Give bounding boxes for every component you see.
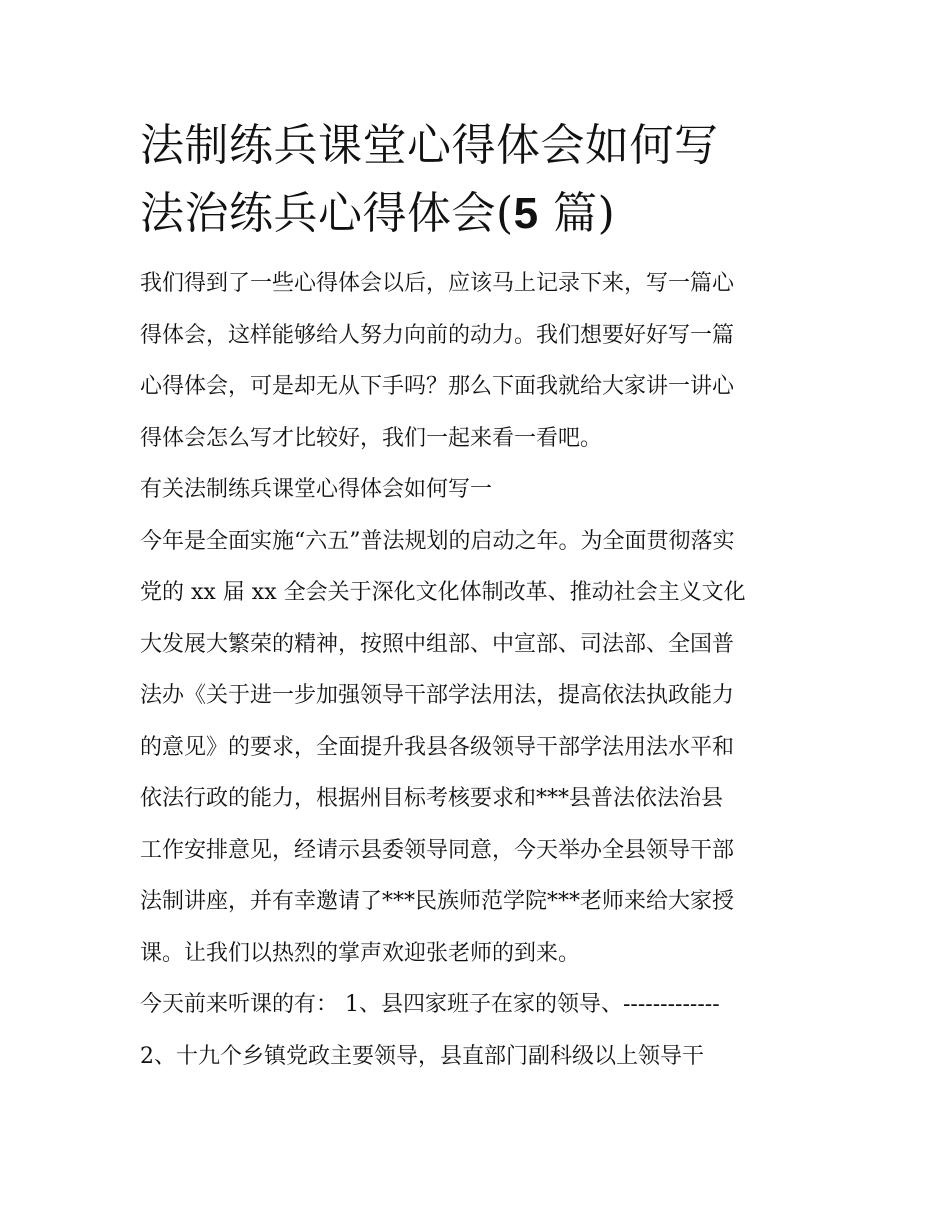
- text-line: 法制讲座，并有幸邀请了***民族师范学院***老师来给大家授: [140, 889, 735, 914]
- text-line: 我们得到了一些心得体会以后，应该马上记录下来，写一篇心: [140, 271, 735, 296]
- text-line: 党的 xx 届 xx 全会关于深化文化体制改革、推动社会主义文化: [140, 580, 746, 605]
- text-line: 大发展大繁荣的精神，按照中组部、中宣部、司法部、全国普: [140, 631, 735, 657]
- body-paragraph: [140, 516, 815, 980]
- title-text: 法制练兵课堂心得体会如何写: [140, 120, 719, 171]
- text-line: 心得体会，可是却无从下手吗？那么下面我就给大家讲一讲心: [140, 374, 735, 399]
- text-line: 工作安排意见，经请示县委领导同意，今天举办全县领导干部: [140, 837, 735, 863]
- title-line-2: [140, 180, 815, 248]
- text-line: 法办《关于进一步加强领导干部学法用法，提高依法执政能力: [140, 683, 735, 708]
- section-heading: [140, 464, 815, 516]
- intro-paragraph: [140, 258, 815, 464]
- title-text: 法治练兵心得体会(: [140, 188, 514, 239]
- text-line: 有关法制练兵课堂心得体会如何写一: [140, 477, 493, 502]
- title-line-1: [140, 112, 815, 180]
- text-line: 依法行政的能力，根据州目标考核要求和***县普法依法治县: [140, 786, 724, 811]
- document-title: [140, 112, 815, 248]
- title-text: 篇): [538, 188, 616, 239]
- text-line: 今天前来听课的有： 1、县四家班子在家的领导、-------------: [140, 992, 720, 1017]
- document-page: [140, 112, 815, 1082]
- attendees-paragraph: [140, 979, 815, 1082]
- text-line: 得体会，这样能够给人努力向前的动力。我们想要好好写一篇: [140, 322, 735, 348]
- text-line: 今年是全面实施“六五”普法规划的启动之年。为全面贯彻落实: [140, 528, 735, 554]
- text-line: 课。让我们以热烈的掌声欢迎张老师的到来。: [140, 940, 581, 966]
- text-line: 的意见》的要求，全面提升我县各级领导干部学法用法水平和: [140, 734, 735, 760]
- text-line: 2、十九个乡镇党政主要领导，县直部门副科级以上领导干: [140, 1043, 704, 1069]
- title-count: 5: [513, 189, 539, 238]
- text-line: 得体会怎么写才比较好，我们一起来看一看吧。: [140, 425, 603, 451]
